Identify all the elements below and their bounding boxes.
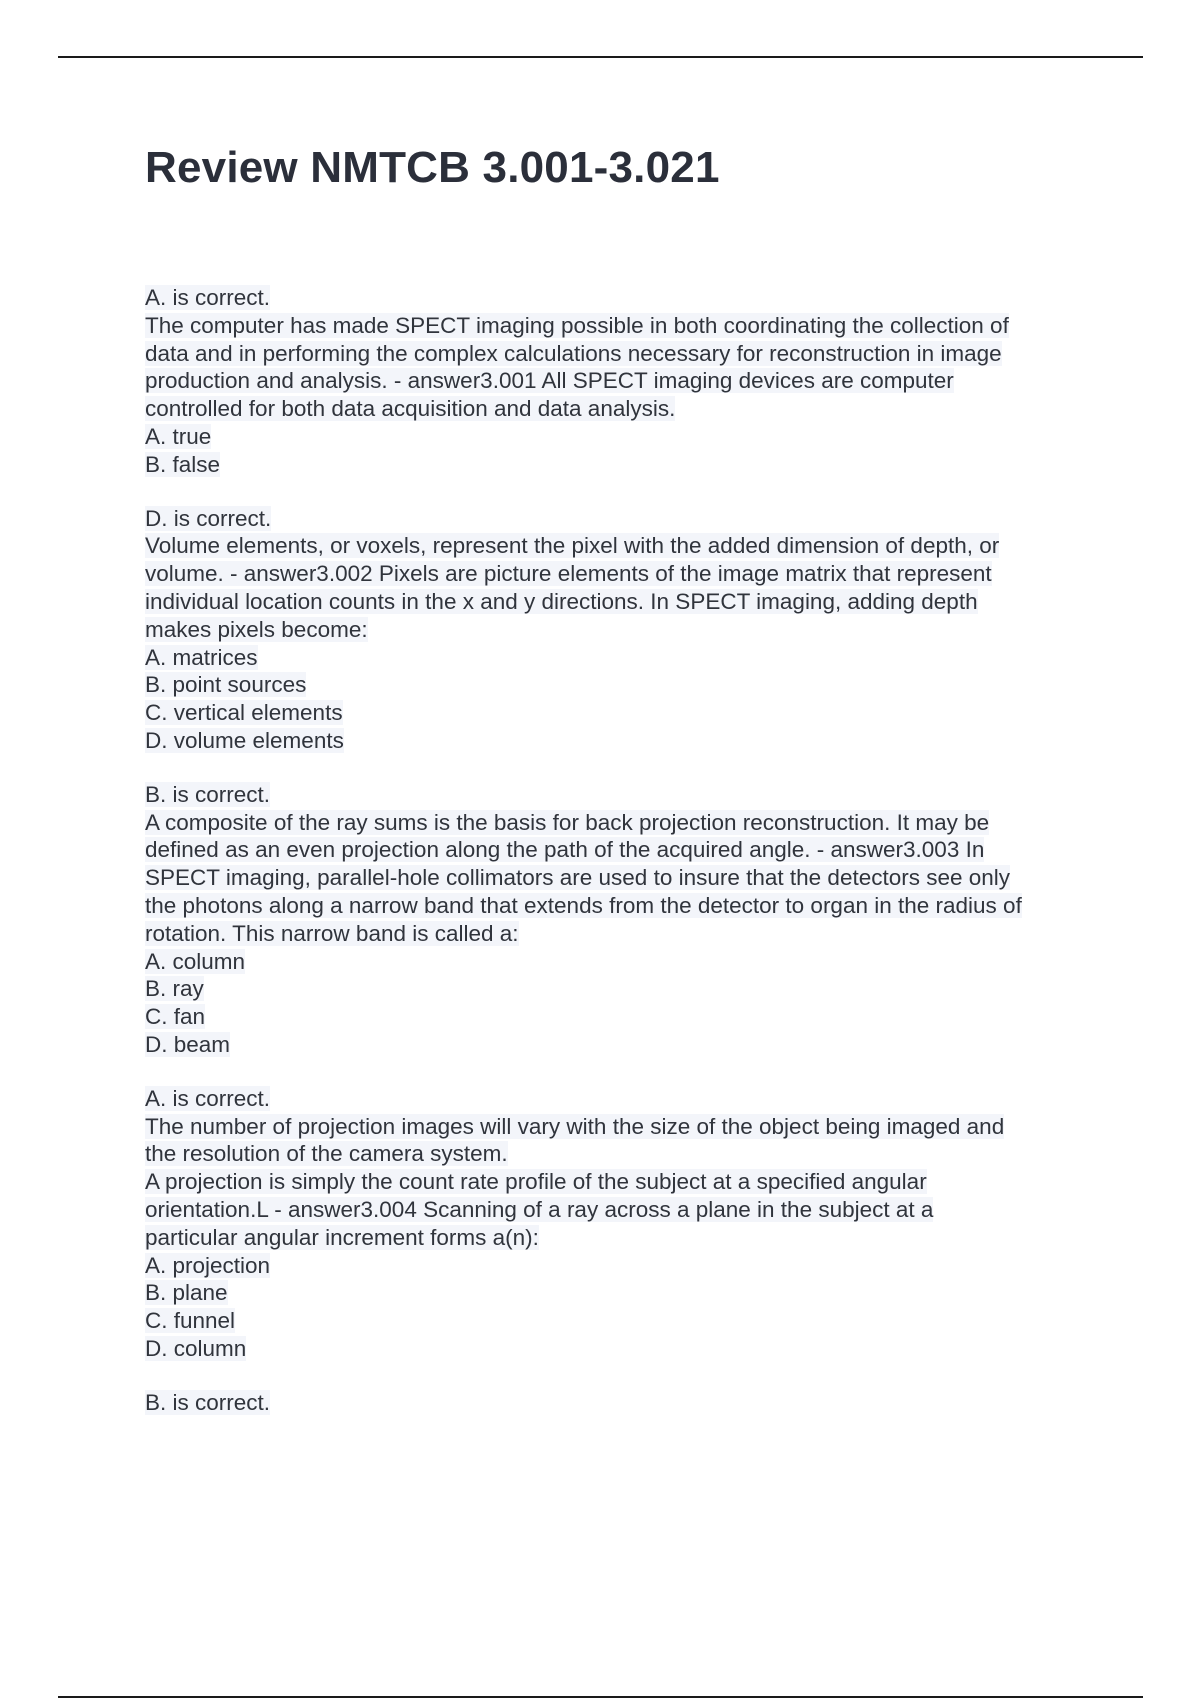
text-line <box>145 1031 1095 1059</box>
answer-key-line <box>145 781 1095 809</box>
text-line <box>145 864 1095 892</box>
text-line <box>145 340 1095 368</box>
line-text: C. fan <box>145 1004 206 1030</box>
line-text: The number of projection images will vary with the size of the object being imaged and <box>145 1113 1005 1139</box>
line-text: SPECT imaging, parallel-hole collimators are used to insure that the detectors see only <box>145 865 1011 891</box>
text-line <box>145 451 1095 479</box>
answer-key-line <box>145 505 1095 533</box>
text-line <box>145 644 1095 672</box>
footer-rule <box>58 1696 1143 1698</box>
text-line <box>145 975 1095 1003</box>
page-title: Review NMTCB 3.001-3.021 <box>145 143 720 192</box>
line-text: volume. - answer3.002 Pixels are picture elements of the image matrix that represent <box>145 561 992 587</box>
qa-block <box>145 781 1095 1059</box>
line-text: the resolution of the camera system. <box>145 1141 508 1167</box>
line-text: The computer has made SPECT imaging possible in both coordinating the collection of <box>145 312 1009 338</box>
line-text: B. false <box>145 451 221 477</box>
line-text: D. beam <box>145 1031 231 1057</box>
qa-block <box>145 505 1095 755</box>
line-text: D. column <box>145 1335 247 1361</box>
text-line <box>145 312 1095 340</box>
line-text: A. projection <box>145 1252 271 1278</box>
qa-block <box>145 1085 1095 1363</box>
line-text: C. vertical elements <box>145 700 343 726</box>
text-line <box>145 1168 1095 1196</box>
text-line <box>145 809 1095 837</box>
text-line <box>145 616 1095 644</box>
text-line <box>145 727 1095 755</box>
line-text: A. column <box>145 948 246 974</box>
line-text: particular angular increment forms a(n): <box>145 1224 539 1250</box>
line-text: A. true <box>145 423 212 449</box>
answer-key-line <box>145 1389 1095 1417</box>
text-line <box>145 1196 1095 1224</box>
line-text: individual location counts in the x and y directions. In SPECT imaging, adding depth <box>145 588 978 614</box>
text-line <box>145 560 1095 588</box>
line-text: production and analysis. - answer3.001 All SPECT imaging devices are computer <box>145 368 954 394</box>
text-line <box>145 892 1095 920</box>
text-line <box>145 1279 1095 1307</box>
line-text: B. is correct. <box>145 781 271 807</box>
answer-key-line <box>145 284 1095 312</box>
line-text: D. volume elements <box>145 727 344 753</box>
line-text: Volume elements, or voxels, represent the pixel with the added dimension of depth, or <box>145 533 1000 559</box>
text-line <box>145 532 1095 560</box>
text-line <box>145 1113 1095 1141</box>
text-line <box>145 1252 1095 1280</box>
qa-block <box>145 1389 1095 1417</box>
line-text: B. point sources <box>145 672 307 698</box>
line-text: rotation. This narrow band is called a: <box>145 920 519 946</box>
text-line <box>145 588 1095 616</box>
line-text: B. plane <box>145 1280 228 1306</box>
text-line <box>145 1307 1095 1335</box>
line-text: data and in performing the complex calculations necessary for reconstruction in image <box>145 340 1002 366</box>
line-text: defined as an even projection along the path of the acquired angle. - answer3.003 In <box>145 837 985 863</box>
line-text: B. is correct. <box>145 1389 271 1415</box>
text-line <box>145 1003 1095 1031</box>
line-text: A. is correct. <box>145 1085 271 1111</box>
document-body <box>145 284 1095 1442</box>
line-text: D. is correct. <box>145 505 272 531</box>
line-text: A projection is simply the count rate profile of the subject at a specified angular <box>145 1169 927 1195</box>
text-line <box>145 671 1095 699</box>
text-line <box>145 699 1095 727</box>
text-line <box>145 423 1095 451</box>
text-line <box>145 1224 1095 1252</box>
line-text: A. matrices <box>145 644 258 670</box>
line-text: C. funnel <box>145 1308 236 1334</box>
text-line <box>145 367 1095 395</box>
header-rule <box>58 56 1143 58</box>
text-line <box>145 395 1095 423</box>
text-line <box>145 948 1095 976</box>
text-line <box>145 836 1095 864</box>
line-text: A. is correct. <box>145 285 271 310</box>
line-text: A composite of the ray sums is the basis for back projection reconstruction. It may be <box>145 809 990 835</box>
line-text: B. ray <box>145 976 204 1002</box>
qa-block <box>145 284 1095 479</box>
line-text: the photons along a narrow band that extends from the detector to organ in the radius of <box>145 892 1022 918</box>
line-text: controlled for both data acquisition and data analysis. <box>145 396 676 422</box>
text-line <box>145 920 1095 948</box>
line-text: makes pixels become: <box>145 616 368 642</box>
text-line <box>145 1335 1095 1363</box>
answer-key-line <box>145 1085 1095 1113</box>
text-line <box>145 1140 1095 1168</box>
line-text: orientation.L - answer3.004 Scanning of a ray across a plane in the subject at a <box>145 1196 934 1222</box>
